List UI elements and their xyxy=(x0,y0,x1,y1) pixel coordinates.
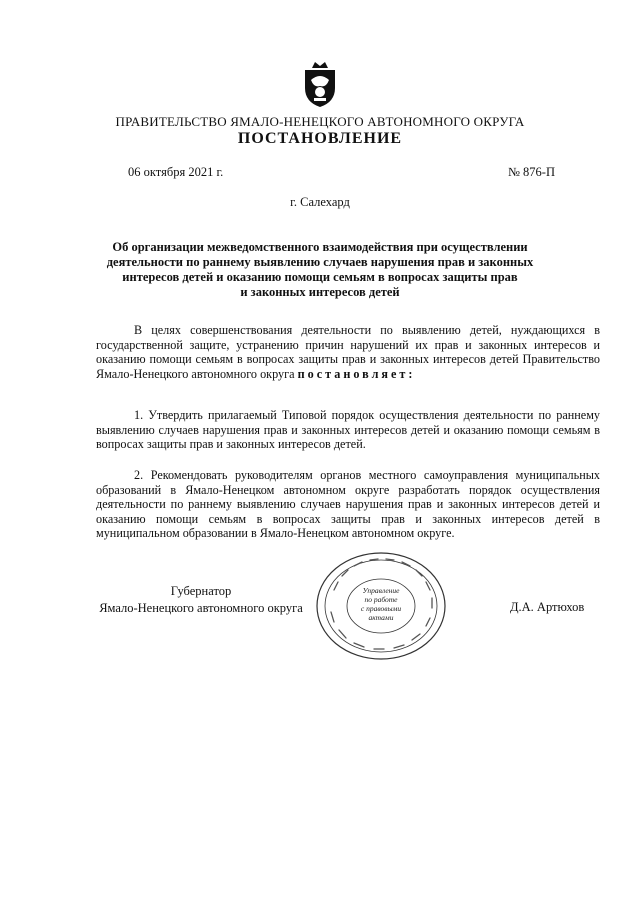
item-2-paragraph: 2. Рекомендовать руководителям органов местного самоуправления муниципальных образований в Ямало-Ненецком автономном округе разработать порядок осуществления деятельности по раннему выявлению случаев нарушения прав и законных интересов детей и оказанию помощи семьям в вопросах защиты прав и законных интересов детей в муниципальном образовании в Ямало-Ненецком автономном округе. xyxy=(96,468,600,541)
title-line: интересов детей и оказанию помощи семьям в вопросах защиты прав xyxy=(122,270,518,284)
document-city: г. Салехард xyxy=(290,195,350,209)
document-number: № 876-П xyxy=(508,165,555,179)
stamp-line: с правовыми xyxy=(360,604,402,613)
title-line: Об организации межведомственного взаимодействия при осуществлении xyxy=(112,240,528,254)
document-title xyxy=(100,240,540,300)
signatory-position xyxy=(96,583,306,617)
stamp-line: Управление xyxy=(362,586,400,595)
document-date: 06 октября 2021 г. xyxy=(128,165,224,179)
preamble-text: В целях совершенствования деятельности по выявлению детей, нуждающихся в государственной защите, устранению причин нарушений их прав и законных интересов и оказанию помощи семьям в вопросах защиты прав и законных интересов детей Правительство Ямало-Ненецкого автономного округа xyxy=(96,323,600,381)
title-line: и законных интересов детей xyxy=(240,285,400,299)
stamp-line: актами xyxy=(368,613,394,622)
coat-of-arms-emblem xyxy=(300,58,340,108)
signatory-name: Д.А. Артюхов xyxy=(510,600,585,614)
title-line: деятельности по раннему выявлению случаев нарушения прав и законных xyxy=(106,255,534,269)
stamp-line: по работе xyxy=(364,595,398,604)
position-line-1: Губернатор xyxy=(170,584,232,598)
decree-word: постановляет: xyxy=(297,366,416,381)
stamp-center-text xyxy=(352,586,410,622)
item-1-paragraph: 1. Утвердить прилагаемый Типовой порядок осуществления деятельности по раннему выявлению случаев нарушения прав и законных интересов детей и оказанию помощи семьям в вопросах защиты прав и законных интересов детей. xyxy=(96,408,600,452)
position-line-2: Ямало-Ненецкого автономного округа xyxy=(99,601,303,615)
document-type: ПОСТАНОВЛЕНИЕ xyxy=(237,130,403,147)
preamble-paragraph xyxy=(96,323,600,381)
government-name: ПРАВИТЕЛЬСТВО ЯМАЛО-НЕНЕЦКОГО АВТОНОМНОГО ОКРУГА xyxy=(115,114,525,129)
